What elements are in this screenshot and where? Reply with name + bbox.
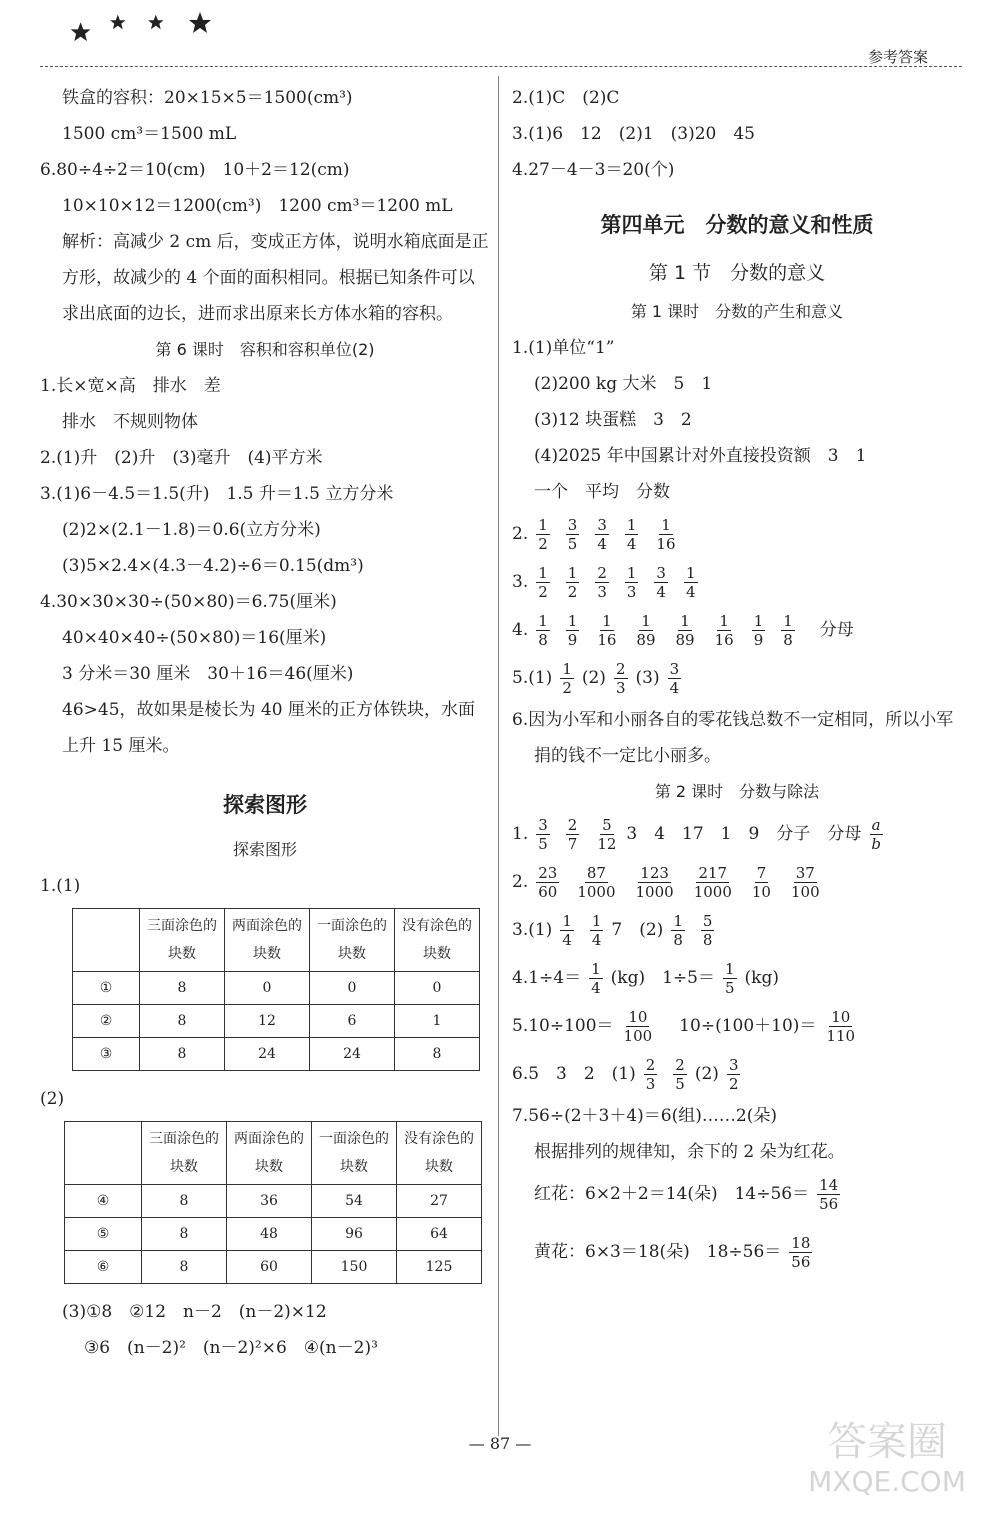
answer-line: 一个 平均 分数	[534, 482, 670, 502]
page-number: — 87 —	[468, 1434, 532, 1453]
answer-text: 分母	[802, 620, 854, 640]
answer-line: ③6 (n－2)² (n－2)²×6 ④(n－2)³	[84, 1338, 378, 1358]
right-column	[512, 80, 962, 1276]
table-header: 一面涂色的块数	[310, 909, 395, 972]
answer-line: 3 分米＝30 厘米 30＋16＝46(厘米)	[62, 664, 354, 684]
table-cell: 8	[140, 1005, 225, 1038]
answer-text: (kg) 1÷5＝	[610, 968, 715, 988]
table-row	[65, 1251, 482, 1284]
star-icon	[71, 22, 91, 41]
answer-text: 3 4 17 1 9 分子 分母	[626, 824, 862, 844]
table-cell: 8	[142, 1185, 227, 1218]
fraction: $\frac{2}{3}$	[597, 564, 607, 601]
table-row	[65, 1218, 482, 1251]
fraction: $\frac{23}{60}$	[538, 864, 558, 901]
answer-line: 2.(1)C (2)C	[512, 88, 620, 108]
fraction: $\frac{87}{1000}$	[577, 864, 616, 901]
question-label: (2)	[581, 668, 606, 688]
table-header: 一面涂色的块数	[312, 1122, 397, 1185]
left-column	[40, 80, 490, 1366]
answer-text: (2)	[694, 1064, 719, 1084]
fraction: $\frac{1}{4}$	[591, 960, 601, 997]
fraction: $\frac{1}{4}$	[591, 912, 602, 949]
question-label: 2.	[512, 524, 529, 544]
table-header: 没有涂色的块数	[395, 909, 480, 972]
fraction: $\frac{1}{9}$	[753, 612, 764, 649]
answer-line: 46>45，故如果是棱长为 40 厘米的正方体铁块，水面上升 15 厘米。	[62, 700, 475, 756]
table-cell: 24	[310, 1038, 395, 1071]
table-cell: ③	[73, 1038, 140, 1071]
table-cell: 8	[395, 1038, 480, 1071]
fraction: $\frac{1}{16}$	[656, 516, 676, 553]
cube-table-2	[64, 1121, 482, 1284]
answer-line: 3.(1)6 12 (2)1 (3)20 45	[512, 124, 755, 144]
fraction: $\frac{1}{8}$	[673, 912, 683, 949]
fraction: $\frac{7}{10}$	[751, 864, 771, 901]
table-corner	[73, 909, 140, 972]
fraction: $\frac{1}{9}$	[567, 612, 578, 649]
table-header: 两面涂色的块数	[225, 909, 310, 972]
table-cell: 8	[142, 1251, 227, 1284]
table-row	[73, 1005, 480, 1038]
fraction-row	[512, 810, 962, 858]
fraction: $\frac{3}{4}$	[656, 564, 666, 601]
fraction-row	[512, 558, 962, 606]
table-cell: 150	[312, 1251, 397, 1284]
lesson-title: 第 1 课时 分数的产生和意义	[630, 302, 844, 321]
fraction-row	[512, 906, 962, 954]
watermark-url: MXQE.COM	[808, 1465, 966, 1498]
fraction: $\frac{217}{1000}$	[693, 864, 732, 901]
fraction-row	[512, 1050, 962, 1098]
fraction-row	[512, 954, 962, 1002]
cube-table-1	[72, 908, 480, 1071]
table-cell: ④	[65, 1185, 142, 1218]
fraction-row	[512, 1170, 962, 1218]
fraction-row	[512, 606, 962, 654]
table-cell: 54	[312, 1185, 397, 1218]
answer-text: 红花：6×2＋2＝14(朵) 14÷56＝	[534, 1184, 810, 1204]
star-icon	[148, 15, 163, 30]
table-cell: 8	[142, 1218, 227, 1251]
fraction: $\frac{a}{b}$	[871, 816, 881, 853]
table-header: 两面涂色的块数	[227, 1122, 312, 1185]
answer-line: (4)2025 年中国累计对外直接投资额 3 1	[534, 446, 867, 466]
question-label: 4.	[512, 620, 529, 640]
answer-line: 3.(1)6－4.5＝1.5(升) 1.5 升＝1.5 立方分米	[40, 484, 394, 504]
column-divider	[498, 76, 499, 1436]
table-header: 三面涂色的块数	[140, 909, 225, 972]
fraction-row	[512, 654, 962, 702]
fraction-row	[512, 858, 962, 906]
fraction: $\frac{1}{5}$	[724, 960, 735, 997]
answer-text: 5.10÷100＝	[512, 1016, 614, 1036]
fraction: $\frac{1}{16}$	[714, 612, 734, 649]
question-label: (2)	[40, 1089, 65, 1109]
table-cell: 0	[310, 972, 395, 1005]
fraction: $\frac{2}{3}$	[645, 1056, 656, 1093]
answer-line: 6.80÷4÷2＝10(cm) 10＋2＝12(cm)	[40, 160, 350, 180]
fraction: $\frac{37}{100}$	[790, 864, 820, 901]
answer-line: 40×40×40÷(50×80)＝16(厘米)	[62, 628, 327, 648]
section-title: 第 1 节 分数的意义	[648, 262, 826, 284]
fraction-row	[512, 1228, 962, 1276]
fraction: $\frac{3}{5}$	[538, 816, 548, 853]
fraction: $\frac{2}{3}$	[615, 660, 626, 697]
table-cell: 60	[227, 1251, 312, 1284]
fraction: $\frac{3}{4}$	[597, 516, 607, 553]
answer-text: 6.5 3 2 (1)	[512, 1064, 636, 1084]
answer-line: 10×10×12＝1200(cm³) 1200 cm³＝1200 mL	[62, 196, 453, 216]
question-label: 2.	[512, 872, 529, 892]
fraction: $\frac{1}{3}$	[626, 564, 637, 601]
fraction: $\frac{5}{12}$	[597, 816, 617, 853]
question-label: (3)	[635, 668, 660, 688]
header-stars-decoration	[68, 12, 228, 46]
answer-line: (3)5×2.4×(4.3－4.2)÷6＝0.15(dm³)	[62, 556, 364, 576]
question-label: 3.(1)	[512, 920, 553, 940]
watermark-logo	[792, 1409, 982, 1499]
table-row	[65, 1185, 482, 1218]
fraction: $\frac{10}{100}$	[623, 1008, 653, 1045]
answer-line: 排水 不规则物体	[62, 412, 198, 432]
answer-text: (kg)	[744, 968, 779, 988]
table-cell: ②	[73, 1005, 140, 1038]
table-header: 三面涂色的块数	[142, 1122, 227, 1185]
table-cell: 12	[225, 1005, 310, 1038]
fraction: $\frac{1}{8}$	[538, 612, 548, 649]
fraction: $\frac{1}{4}$	[685, 564, 696, 601]
answer-line: 7.56÷(2＋3＋4)＝6(组)……2(朵)	[512, 1106, 777, 1126]
table-cell: 125	[397, 1251, 482, 1284]
table-cell: 0	[225, 972, 310, 1005]
answer-text: 黄花：6×3＝18(朵) 18÷56＝	[534, 1242, 782, 1262]
answer-line: 4.27－4－3＝20(个)	[512, 160, 675, 180]
fraction: $\frac{18}{56}$	[791, 1234, 811, 1271]
table-cell: ①	[73, 972, 140, 1005]
question-label: 5.(1)	[512, 668, 553, 688]
fraction: $\frac{3}{4}$	[669, 660, 680, 697]
fraction: $\frac{1}{2}$	[538, 564, 548, 601]
star-icon	[189, 12, 211, 33]
fraction: $\frac{2}{7}$	[567, 816, 578, 853]
analysis-text: 解析：高减少 2 cm 后，变成正方体，说明水箱底面是正方形，故减少的 4 个面的面积相同。根据已知条件可以求出底面的边长，进而求出原来长方体水箱的容积。	[62, 232, 489, 324]
answer-text: 10÷(100＋10)＝	[662, 1016, 817, 1036]
table-cell: 8	[140, 972, 225, 1005]
answer-line: (3)12 块蛋糕 3 2	[534, 410, 692, 430]
table-cell: 36	[227, 1185, 312, 1218]
fraction: $\frac{1}{2}$	[538, 516, 548, 553]
table-cell: ⑥	[65, 1251, 142, 1284]
table-cell: ⑤	[65, 1218, 142, 1251]
fraction: $\frac{1}{4}$	[562, 912, 572, 949]
table-row	[73, 1038, 480, 1071]
header-label: 参考答案	[867, 48, 928, 66]
subsection-title: 探索图形	[232, 840, 297, 859]
answer-line: 1500 cm³＝1500 mL	[62, 124, 237, 144]
answer-line: 1.(1)单位“1”	[512, 338, 615, 358]
answer-line: 6.因为小军和小丽各自的零花钱总数不一定相同，所以小军捐的钱不一定比小丽多。	[512, 710, 954, 766]
fraction: $\frac{10}{110}$	[826, 1008, 856, 1045]
fraction: $\frac{5}{8}$	[702, 912, 713, 949]
fraction: $\frac{14}{56}$	[819, 1176, 839, 1213]
section-title: 探索图形	[223, 793, 307, 817]
lesson-title: 第 2 课时 分数与除法	[654, 782, 820, 801]
fraction: $\frac{2}{5}$	[675, 1056, 685, 1093]
fraction: $\frac{3}{2}$	[728, 1056, 739, 1093]
answer-line: (2)2×(2.1－1.8)＝0.6(立方分米)	[62, 520, 321, 540]
lesson-title: 第 6 课时 容积和容积单位(2)	[155, 340, 375, 359]
answer-line: 铁盒的容积：20×15×5＝1500(cm³)	[62, 88, 353, 108]
table-cell: 24	[225, 1038, 310, 1071]
table-header: 没有涂色的块数	[397, 1122, 482, 1185]
fraction: $\frac{1}{2}$	[562, 660, 572, 697]
fraction: $\frac{1}{89}$	[675, 612, 695, 649]
answer-line: (2)200 kg 大米 5 1	[534, 374, 713, 394]
answer-line: 根据排列的规律知，余下的 2 朵为红花。	[534, 1142, 845, 1162]
table-cell: 48	[227, 1218, 312, 1251]
table-cell: 64	[397, 1218, 482, 1251]
fraction: $\frac{1}{89}$	[636, 612, 656, 649]
answer-line: (3)①8 ②12 n－2 (n－2)×12	[62, 1302, 327, 1322]
question-label: 1.	[512, 824, 529, 844]
answer-text: 7 (2)	[611, 920, 664, 940]
table-cell: 0	[395, 972, 480, 1005]
unit-title: 第四单元 分数的意义和性质	[600, 213, 874, 237]
table-row	[73, 972, 480, 1005]
table-cell: 96	[312, 1218, 397, 1251]
table-cell: 6	[310, 1005, 395, 1038]
fraction: $\frac{1}{2}$	[567, 564, 578, 601]
fraction: $\frac{3}{5}$	[567, 516, 578, 553]
fraction: $\frac{123}{1000}$	[635, 864, 674, 901]
star-icon	[110, 15, 125, 30]
table-corner	[65, 1122, 142, 1185]
watermark-text: 答案圈	[827, 1419, 947, 1465]
fraction: $\frac{1}{16}$	[597, 612, 617, 649]
answer-line: 2.(1)升 (2)升 (3)毫升 (4)平方米	[40, 448, 323, 468]
table-cell: 8	[140, 1038, 225, 1071]
question-label: 3.	[512, 572, 529, 592]
question-label: 1.(1)	[40, 876, 81, 896]
header-divider	[40, 66, 962, 67]
table-cell: 1	[395, 1005, 480, 1038]
fraction-row	[512, 510, 962, 558]
fraction-row	[512, 1002, 962, 1050]
answer-text: 4.1÷4＝	[512, 968, 582, 988]
fraction: $\frac{1}{4}$	[626, 516, 637, 553]
table-cell: 27	[397, 1185, 482, 1218]
answer-line: 4.30×30×30÷(50×80)＝6.75(厘米)	[40, 592, 337, 612]
fraction: $\frac{1}{8}$	[783, 612, 793, 649]
answer-line: 1.长×宽×高 排水 差	[40, 376, 221, 396]
